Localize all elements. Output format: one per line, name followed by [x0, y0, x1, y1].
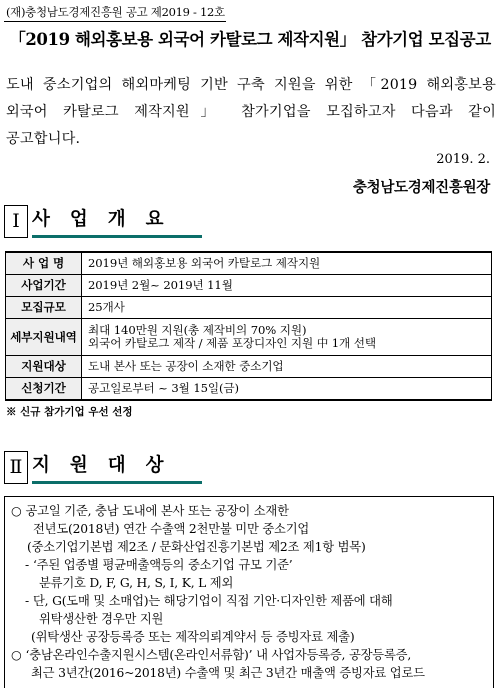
item-text: 최근 3년간(2016~2018년) 수출액 및 최근 3년간 매출액 증빙자료 업로드 [31, 666, 425, 680]
item-text: 위탁생산한 경우만 지원 [39, 612, 164, 626]
table-row [6, 297, 492, 319]
row-label: 모집규모 [6, 297, 82, 319]
item-text: 전년도(2018년) 연간 수출액 2천만불 미만 중소기업 [33, 522, 310, 536]
item-text: (위탁생산 공장등록증 또는 제작의뢰계약서 등 증빙자료 제출) [31, 630, 355, 644]
row-label: 사 업 명 [6, 252, 82, 275]
item-text: 분류기호 D, F, G, H, S, I, K, L 제외 [39, 576, 234, 590]
bullet-dash-icon: - [25, 594, 29, 608]
table-row [6, 378, 492, 401]
table-row [6, 356, 492, 378]
row-value: 2019년 2월~ 2019년 11월 [82, 275, 492, 297]
section-number: Ⅱ [4, 451, 28, 484]
row-label: 사업기간 [6, 275, 82, 297]
table-row [6, 319, 492, 356]
row-label: 세부지원내역 [6, 319, 82, 356]
bullet-circle-icon: ○ [11, 504, 22, 518]
overview-table [5, 251, 492, 401]
row-value-line: 최대 140만원 지원(총 제작비의 70% 지원) [88, 323, 307, 337]
section-underline [32, 481, 202, 484]
section-number: Ⅰ [4, 205, 28, 238]
priority-note: ※ 신규 참가기업 우선 선정 [6, 406, 133, 418]
row-label: 신청기간 [6, 378, 82, 401]
section-title: 사업개요 [32, 209, 184, 230]
issuer-name: 충청남도경제진흥원장 [352, 179, 490, 196]
intro-line: 외국어 카탈로그 제작지원」 참가기업을 모집하고자 다음과 같이 [6, 104, 496, 120]
intro-line: 도내 중소기업의 해외마케팅 기반 구축 지원을 위한 「2019 해외홍보용 [6, 77, 496, 93]
eligibility-subitem [25, 591, 393, 609]
row-value: 2019년 해외홍보용 외국어 카탈로그 제작지원 [82, 252, 492, 275]
bullet-circle-icon: ○ [11, 648, 22, 662]
row-value: 공고일로부터 ~ 3월 15일(금) [82, 378, 492, 401]
eligibility-item [11, 645, 411, 663]
eligibility-subitem [25, 555, 293, 573]
intro-line: 공고합니다. [6, 131, 81, 147]
section-underline [32, 235, 202, 238]
row-value: 도내 본사 또는 공장이 소재한 중소기업 [82, 356, 492, 378]
item-text: (중소기업기본법 제2조 / 문화산업진흥기본법 제2조 제1항 범목) [27, 540, 366, 554]
item-text: 단, G(도매 및 소매업)는 해당기업이 직접 기안·디자인한 제품에 대해 [32, 594, 393, 608]
table-row [6, 275, 492, 297]
section-title: 지원대상 [32, 455, 184, 476]
row-label: 지원대상 [6, 356, 82, 378]
item-text: ‘충남온라인수출지원시스템(온라인서류함)’ 내 사업자등록증, 공장등록증, [25, 648, 412, 662]
announcement-number: (재)충청남도경제진흥원 공고 제2019 - 12호 [6, 5, 225, 19]
item-text: ‘주된 업종별 평균매출액등의 중소기업 규모 기준’ [32, 558, 293, 572]
row-value: 25개사 [82, 297, 492, 319]
eligibility-item [11, 501, 289, 519]
announcement-date: 2019. 2. [436, 152, 490, 167]
item-text: 공고일 기준, 충남 도내에 본사 또는 공장이 소재한 [25, 504, 289, 518]
announcement-underline [4, 21, 226, 22]
intro-paragraph [6, 72, 496, 153]
row-value-line: 외국어 카탈로그 제작 / 제품 포장디자인 지원 中 1개 선택 [88, 336, 376, 350]
bullet-dash-icon: - [25, 558, 29, 572]
table-row [6, 252, 492, 275]
page-title: 「2019 해외홍보용 외국어 카탈로그 제작지원」 참가기업 모집공고 [9, 30, 491, 49]
row-value [82, 319, 492, 356]
eligibility-box [4, 496, 494, 688]
